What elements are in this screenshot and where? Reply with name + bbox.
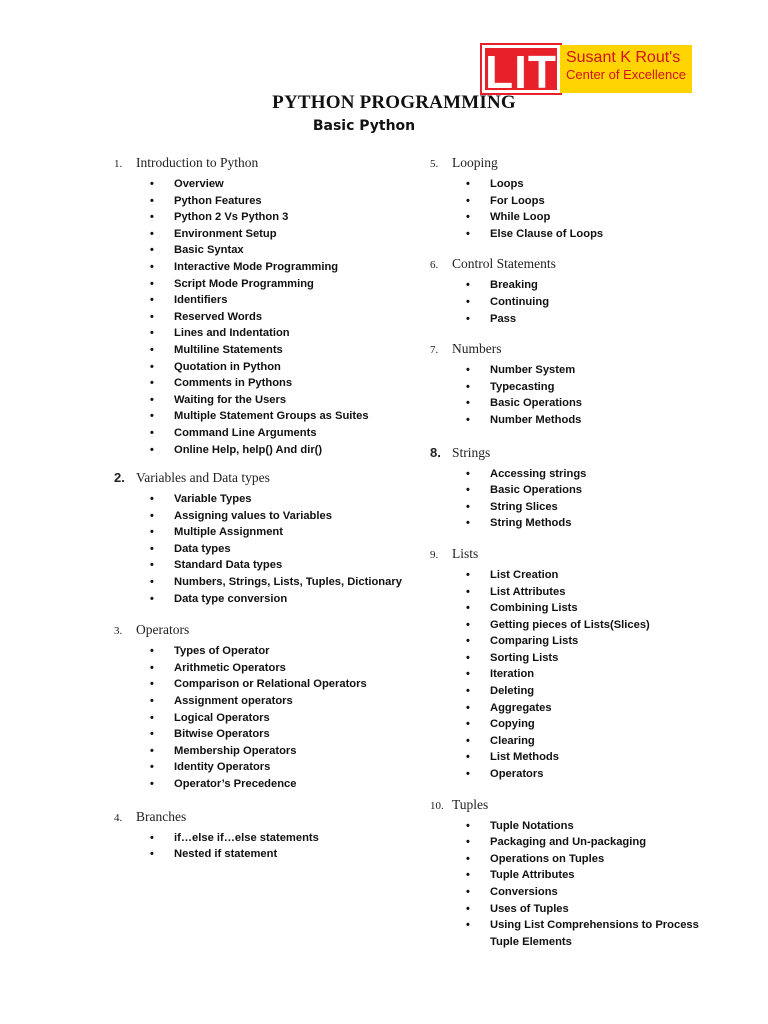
list-item — [114, 541, 404, 558]
list-item-text: Sorting Lists — [490, 651, 559, 664]
bullet-icon: • — [150, 695, 154, 708]
bullet-icon: • — [150, 778, 154, 790]
list-item-text: Accessing strings — [490, 467, 587, 480]
bullet-icon: • — [466, 312, 470, 325]
page-subtitle: Basic Python — [312, 118, 416, 134]
list-item-text: Copying — [490, 718, 535, 731]
bullet-icon: • — [150, 576, 154, 589]
list-item — [114, 309, 404, 326]
list-item — [430, 466, 730, 483]
bullet-icon: • — [150, 661, 154, 674]
bullet-icon: • — [150, 410, 154, 423]
list-item-text: Number System — [490, 364, 576, 377]
bullet-icon: • — [466, 194, 470, 207]
list-item-text: Overview — [174, 178, 224, 190]
list-item — [114, 325, 404, 342]
bullet-icon: • — [150, 227, 154, 240]
list-item-text: String Slices — [490, 500, 558, 513]
list-item-text: Arithmetic Operators — [174, 661, 286, 674]
list-item — [430, 499, 730, 516]
list-item-text: Multiple Statement Groups as Suites — [174, 410, 369, 423]
section-heading — [114, 470, 404, 486]
section-heading — [114, 155, 404, 171]
left-column — [114, 155, 404, 863]
section-heading — [430, 256, 730, 272]
bullet-icon: • — [466, 685, 470, 698]
list-item-text: Data types — [174, 542, 231, 555]
list-item-text: Comments in Pythons — [174, 377, 293, 390]
topic-list — [114, 491, 404, 607]
bullet-icon: • — [150, 426, 154, 439]
list-item — [114, 292, 404, 309]
bullet-icon: • — [150, 509, 154, 522]
list-item-text: Comparison or Relational Operators — [174, 678, 367, 691]
list-item — [114, 830, 404, 847]
list-item — [430, 515, 730, 532]
list-item — [430, 412, 730, 429]
list-item-text: List Attributes — [490, 585, 566, 598]
list-item — [430, 666, 730, 683]
list-item — [430, 567, 730, 584]
bullet-icon: • — [466, 718, 470, 731]
list-item — [114, 425, 404, 442]
list-item — [114, 259, 404, 276]
list-item — [430, 617, 730, 634]
topic-list — [430, 176, 730, 242]
list-item-text: Numbers, Strings, Lists, Tuples, Dictionary — [174, 576, 402, 589]
list-item — [430, 716, 730, 733]
bullet-icon: • — [150, 592, 154, 605]
bullet-icon: • — [466, 902, 470, 915]
list-item — [114, 408, 404, 425]
bullet-icon: • — [466, 734, 470, 747]
list-item-text: Basic Operations — [490, 397, 583, 410]
list-item-text: Script Mode Programming — [174, 277, 314, 290]
bullet-icon: • — [466, 852, 470, 865]
logo-text — [560, 45, 692, 93]
bullet-icon: • — [150, 194, 154, 207]
list-item — [430, 650, 730, 667]
section-6 — [430, 256, 730, 327]
section-number: 1. — [114, 158, 123, 170]
bullet-icon: • — [150, 277, 154, 290]
list-item-text: Data type conversion — [174, 592, 288, 605]
bullet-icon: • — [150, 327, 154, 340]
list-item — [430, 193, 730, 210]
list-item-text: Clearing — [490, 734, 535, 747]
bullet-icon: • — [466, 919, 470, 932]
list-item — [430, 884, 730, 901]
bullet-icon: • — [150, 831, 154, 844]
bullet-icon: • — [466, 819, 470, 832]
list-item-text: Typecasting — [490, 380, 555, 393]
list-item — [430, 209, 730, 226]
list-item — [114, 524, 404, 541]
list-item-text: Membership Operators — [174, 744, 297, 757]
list-item-text: Quotation in Python — [174, 360, 281, 373]
section-heading — [114, 809, 404, 825]
list-item-text: Waiting for the Users — [174, 393, 287, 406]
list-item-text: if…else if…else statements — [174, 831, 319, 844]
list-item — [430, 395, 730, 412]
bullet-icon: • — [150, 310, 154, 323]
list-item — [430, 294, 730, 311]
bullet-icon: • — [466, 568, 470, 581]
list-item-text: Tuple Notations — [490, 819, 574, 832]
bullet-icon: • — [466, 397, 470, 410]
section-4 — [114, 809, 404, 863]
section-7 — [430, 341, 730, 428]
section-3 — [114, 622, 404, 792]
bullet-icon: • — [150, 678, 154, 691]
list-item — [430, 749, 730, 766]
list-item-text: Multiple Assignment — [174, 526, 283, 539]
list-item — [430, 379, 730, 396]
list-item-text: Assignment operators — [174, 695, 293, 708]
section-title: Control Statements — [452, 256, 556, 272]
list-item-text: Assigning values to Variables — [174, 509, 332, 522]
list-item-text: Conversions — [490, 886, 558, 898]
list-item — [114, 276, 404, 293]
list-item — [114, 508, 404, 525]
topic-list — [114, 830, 404, 863]
list-item — [114, 242, 404, 259]
list-item — [430, 867, 730, 884]
section-heading — [430, 797, 730, 813]
list-item-text: Python Features — [174, 194, 262, 207]
bullet-icon: • — [466, 602, 470, 615]
section-number: 7. — [430, 344, 439, 357]
list-item-text: Else Clause of Loops — [490, 227, 604, 240]
list-item-text: Operations on Tuples — [490, 852, 605, 865]
list-item — [114, 359, 404, 376]
section-2 — [114, 470, 404, 607]
list-item — [430, 834, 730, 851]
list-item — [114, 743, 404, 760]
list-item-text: Online Help, help() And dir() — [174, 443, 323, 456]
list-item-text: Identifiers — [174, 294, 228, 307]
bullet-icon: • — [150, 728, 154, 741]
bullet-icon: • — [466, 178, 470, 190]
list-item — [114, 710, 404, 727]
list-item-text: Nested if statement — [174, 848, 278, 861]
logo-mark: LIT — [482, 45, 560, 93]
topic-list — [430, 567, 730, 783]
list-item-text: Variable Types — [174, 493, 252, 506]
section-8 — [430, 445, 730, 532]
section-title: Strings — [452, 444, 491, 460]
list-item — [114, 574, 404, 591]
bullet-icon: • — [466, 701, 470, 714]
section-title: Looping — [452, 155, 498, 170]
list-item — [430, 311, 730, 328]
list-item-text: List Creation — [490, 568, 559, 581]
list-item — [430, 818, 730, 835]
list-item-text: Uses of Tuples — [490, 902, 569, 915]
list-item-text: For Loops — [490, 194, 545, 207]
section-heading — [430, 155, 730, 171]
list-item-text: Reserved Words — [174, 310, 263, 323]
bullet-icon: • — [150, 260, 154, 273]
bullet-icon: • — [150, 744, 154, 757]
list-item-text: Using List Comprehensions to Process Tuple Elements — [490, 919, 699, 948]
bullet-icon: • — [150, 393, 154, 406]
list-item-text: Environment Setup — [174, 227, 277, 240]
bullet-icon: • — [466, 869, 470, 882]
bullet-icon: • — [150, 343, 154, 356]
list-item-text: Multiline Statements — [174, 343, 283, 356]
list-item — [114, 226, 404, 243]
list-item-text: Basic Operations — [490, 484, 583, 497]
list-item-text: While Loop — [490, 211, 551, 224]
list-item — [114, 193, 404, 210]
list-item — [114, 660, 404, 677]
bullet-icon: • — [150, 443, 154, 456]
bullet-icon: • — [150, 178, 154, 190]
list-item-text: Getting pieces of Lists(Slices) — [490, 618, 650, 631]
list-item-text: Packaging and Un-packaging — [490, 836, 647, 849]
bullet-icon: • — [150, 377, 154, 390]
list-item — [430, 700, 730, 717]
list-item — [114, 176, 404, 193]
list-item — [114, 375, 404, 392]
section-9 — [430, 546, 730, 783]
bullet-icon: • — [466, 668, 470, 681]
list-item-text: Pass — [490, 312, 517, 325]
list-item — [430, 600, 730, 617]
list-item-text: Interactive Mode Programming — [174, 260, 339, 273]
list-item-text: Lines and Indentation — [174, 327, 290, 340]
bullet-icon: • — [150, 559, 154, 572]
bullet-icon: • — [150, 761, 154, 774]
list-item-text: Iteration — [490, 668, 535, 681]
list-item-text: Deleting — [490, 685, 535, 698]
bullet-icon: • — [466, 380, 470, 393]
list-item — [430, 633, 730, 650]
list-item — [114, 491, 404, 508]
page-title: PYTHON PROGRAMMING — [272, 92, 516, 113]
list-item — [114, 726, 404, 743]
section-5 — [430, 155, 730, 242]
list-item-text: String Methods — [490, 517, 572, 530]
list-item — [430, 917, 730, 950]
section-10 — [430, 797, 730, 951]
section-number: 4. — [114, 811, 123, 824]
bullet-icon: • — [466, 500, 470, 513]
bullet-icon: • — [150, 526, 154, 539]
section-title: Numbers — [452, 341, 502, 357]
topic-list — [430, 818, 730, 951]
logo-line-2: Center of Excellence — [565, 67, 686, 82]
bullet-icon: • — [150, 848, 154, 861]
list-item-text: Continuing — [490, 295, 550, 308]
bullet-icon: • — [466, 364, 470, 377]
list-item — [114, 557, 404, 574]
list-item-text: Operator’s Precedence — [174, 778, 297, 790]
list-item-text: Loops — [490, 178, 524, 190]
section-number: 2. — [114, 470, 125, 486]
section-title: Lists — [452, 545, 479, 561]
bullet-icon: • — [150, 711, 154, 724]
list-item — [430, 362, 730, 379]
bullet-icon: • — [466, 618, 470, 631]
bullet-icon: • — [466, 651, 470, 664]
bullet-icon: • — [466, 484, 470, 497]
section-number: 6. — [430, 259, 439, 272]
lit-logo — [482, 45, 686, 98]
section-heading — [114, 622, 404, 638]
section-number: 5. — [430, 158, 439, 170]
list-item — [114, 693, 404, 710]
section-number: 3. — [114, 625, 123, 638]
list-item — [430, 901, 730, 918]
topic-list — [114, 176, 404, 458]
list-item-text: Standard Data types — [174, 559, 283, 572]
topic-list — [114, 643, 404, 792]
list-item — [114, 846, 404, 863]
list-item-text: Logical Operators — [174, 711, 270, 724]
bullet-icon: • — [150, 542, 154, 555]
list-item — [114, 759, 404, 776]
bullet-icon: • — [466, 635, 470, 648]
list-item — [114, 209, 404, 226]
topic-list — [430, 277, 730, 327]
bullet-icon: • — [150, 211, 154, 224]
section-heading — [430, 445, 730, 461]
section-number: 8. — [430, 444, 441, 460]
section-title: Operators — [136, 622, 190, 638]
bullet-icon: • — [466, 768, 470, 781]
bullet-icon: • — [466, 467, 470, 480]
list-item — [430, 733, 730, 750]
section-heading — [430, 546, 730, 562]
list-item — [430, 226, 730, 243]
section-title: Introduction to Python — [136, 155, 259, 170]
list-item — [114, 392, 404, 409]
logo-line-1: Susant K Rout's — [565, 49, 681, 66]
list-item — [114, 676, 404, 693]
list-item — [114, 643, 404, 660]
section-heading — [430, 341, 730, 357]
bullet-icon: • — [150, 645, 154, 658]
bullet-icon: • — [466, 279, 470, 292]
bullet-icon: • — [466, 585, 470, 598]
bullet-icon: • — [150, 360, 154, 373]
list-item-text: Tuple Attributes — [490, 869, 575, 882]
bullet-icon: • — [466, 751, 470, 764]
bullet-icon: • — [150, 244, 154, 257]
section-1 — [114, 155, 404, 458]
bullet-icon: • — [150, 294, 154, 307]
list-item — [430, 176, 730, 193]
list-item — [114, 776, 404, 793]
section-title: Variables and Data types — [136, 470, 270, 486]
list-item — [430, 482, 730, 499]
section-number: 9. — [430, 548, 439, 561]
bullet-icon: • — [466, 517, 470, 530]
list-item-text: Command Line Arguments — [174, 426, 317, 439]
section-number: 10. — [430, 799, 444, 812]
list-item-text: Number Methods — [490, 413, 582, 426]
list-item-text: Python 2 Vs Python 3 — [174, 211, 289, 224]
bullet-icon: • — [466, 413, 470, 426]
list-item — [430, 683, 730, 700]
list-item-text: Basic Syntax — [174, 244, 244, 257]
list-item — [430, 851, 730, 868]
bullet-icon: • — [466, 836, 470, 849]
list-item-text: Combining Lists — [490, 602, 578, 615]
list-item — [114, 591, 404, 608]
topic-list — [430, 362, 730, 428]
list-item — [430, 766, 730, 783]
bullet-icon: • — [466, 295, 470, 308]
list-item-text: Identity Operators — [174, 761, 271, 774]
list-item — [114, 442, 404, 459]
bullet-icon: • — [466, 227, 470, 240]
section-title: Branches — [136, 808, 187, 824]
list-item-text: Operators — [490, 768, 544, 781]
list-item-text: Comparing Lists — [490, 635, 579, 648]
list-item-text: Breaking — [490, 279, 538, 292]
bullet-icon: • — [466, 886, 470, 898]
section-title: Tuples — [452, 796, 489, 812]
list-item — [114, 342, 404, 359]
right-column — [430, 155, 730, 950]
list-item — [430, 277, 730, 294]
list-item-text: Bitwise Operators — [174, 728, 270, 741]
list-item-text: List Methods — [490, 751, 559, 764]
list-item-text: Aggregates — [490, 701, 552, 714]
bullet-icon: • — [150, 493, 154, 506]
list-item-text: Types of Operator — [174, 645, 270, 658]
topic-list — [430, 466, 730, 532]
bullet-icon: • — [466, 211, 470, 224]
list-item — [430, 584, 730, 601]
